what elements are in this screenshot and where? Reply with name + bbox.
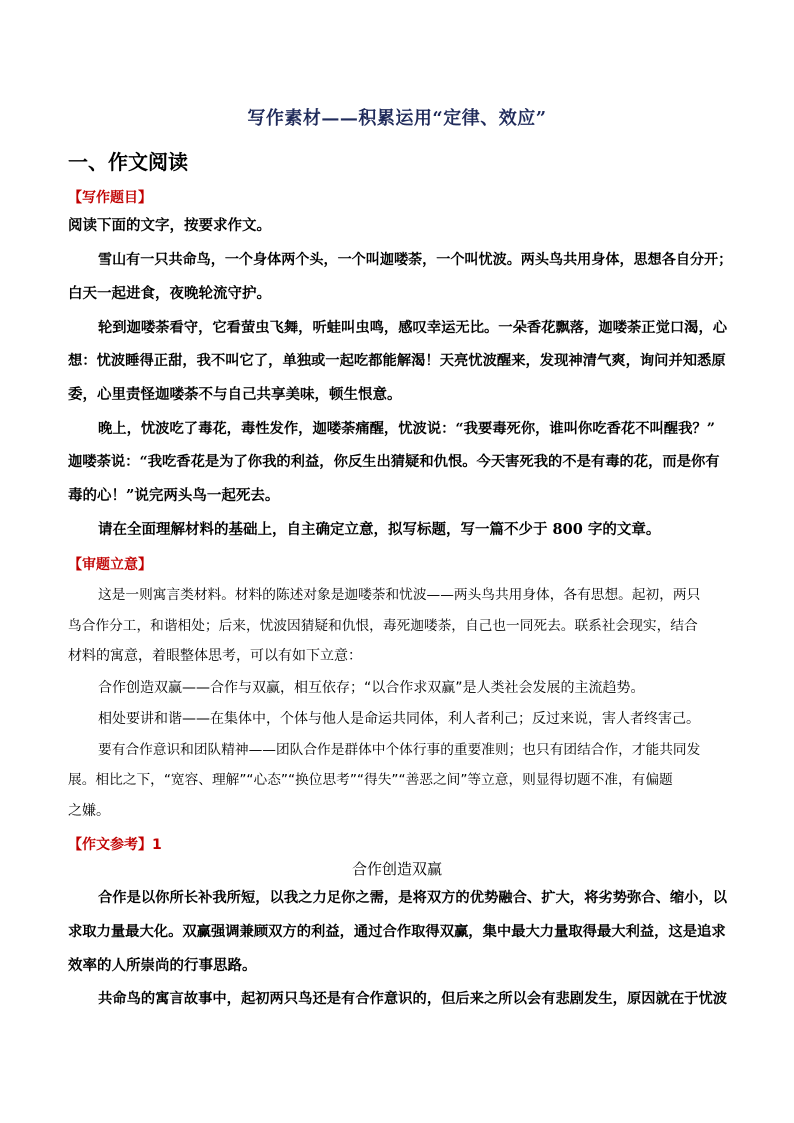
prompt-line: 毒的心！”说完两头鸟一起死去。 [68,487,280,504]
analysis-line: 这是一则寓言类材料。材料的陈述对象是迦喽荼和忧波——两头鸟共用身体，各有思想。起初，两只 [98,587,701,603]
prompt-line: 雪山有一只共命鸟，一个身体两个头，一个叫迦喽荼，一个叫忧波。两头鸟共用身体，思想各自分开； [98,252,733,268]
analysis-line: 鸟合作分工，和谐相处；后来，忧波因猜疑和仇恨，毒死迦喽荼，自己也一同死去。联系社会现实，结合 [68,618,698,634]
essay-line: 合作是以你所长补我所短，以我之力足你之需，是将双方的优势融合、扩大，将劣势弥合、缩小，以 [98,890,728,906]
analysis-tag: 【审题立意】 [68,557,152,573]
prompt-line: 迦喽荼说：“我吃香花是为了你我的利益，你反生出猜疑和仇恨。今天害死我的不是有毒的花，而是你有 [68,454,720,470]
prompt-line: 请在全面理解材料的基础上，自主确定立意，拟写标题，写一篇不少于 800 字的文章。 [98,521,661,538]
document-title: 写作素材——积累运用“定律、效应” [247,108,547,129]
analysis-line: 材料的寓意，着眼整体思考，可以有如下立意： [68,648,362,664]
reference-tag-number: 1 [152,837,162,853]
prompt-line: 想：忧波睡得正甜，我不叫它了，单独或一起吃都能解渴！天亮忧波醒来，发现神清气爽，询问并知悉原 [68,353,726,369]
essay-line: 效率的人所崇尚的行事思路。 [68,957,257,974]
prompt-tag: 【写作题目】 [68,190,152,206]
reference-tag [68,834,162,854]
prompt-line: 晚上，忧波吃了毒花，毒性发作，迦喽荼痛醒，忧波说：“我要毒死你，谁叫你吃香花不叫醒我？” [98,421,715,437]
essay-line: 共命鸟的寓言故事中，起初两只鸟还是有合作意识的，但后来之所以会有悲剧发生，原因就在于忧波 [98,991,728,1007]
essay-line: 求取力量最大化。双赢强调兼顾双方的利益，通过合作取得双赢，集中最大力量取得最大利益，这是追求 [68,924,726,940]
essay-title: 合作创造双赢 [351,860,442,878]
reference-tag-label: 【作文参考】 [68,837,152,853]
analysis-line: 合作创造双赢——合作与双赢，相互依存；“以合作求双赢”是人类社会发展的主流趋势。 [98,680,645,696]
analysis-line: 之嫌。 [68,803,110,819]
prompt-line: 委，心里责怪迦喽荼不与自己共享美味，顿生恨意。 [68,386,402,403]
analysis-line: 相处要讲和谐——在集体中，个体与他人是命运共同体，利人者利己；反过来说，害人者终害己。 [98,711,700,727]
prompt-line: 白天一起进食，夜晚轮流守护。 [68,285,271,302]
analysis-line: 要有合作意识和团队精神——团队合作是群体中个体行事的重要准则；也只有团结合作，才能共同发 [98,742,701,758]
prompt-line: 阅读下面的文字，按要求作文。 [68,217,271,234]
analysis-line: 展。相比之下，“宽容、理解”“心态”“换位思考”“得失”“善恶之间”等立意，则显得切题不准，有偏题 [68,772,673,788]
section-heading: 一、作文阅读 [68,150,188,174]
prompt-line: 轮到迦喽荼看守，它看萤虫飞舞，听蛙叫虫鸣，感叹幸运无比。一朵香花飘落，迦喽荼正觉口渴，心 [98,320,728,336]
